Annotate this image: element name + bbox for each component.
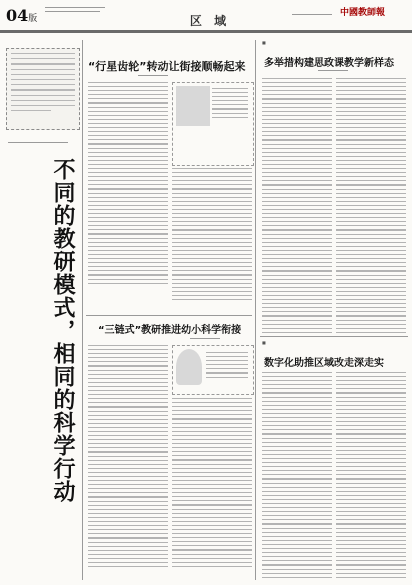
byline — [138, 73, 168, 76]
series-tag — [8, 140, 78, 143]
page-info — [45, 6, 105, 12]
article-text-column-1 — [88, 82, 168, 287]
column-divider — [255, 40, 256, 580]
photo-caption — [206, 352, 248, 381]
article-text-column-1 — [88, 345, 168, 570]
article-text-column-2 — [336, 78, 406, 336]
masthead-logo: 中國教師報 — [340, 8, 386, 18]
page-number: 04版 — [6, 6, 38, 25]
article-text-column-2 — [336, 372, 406, 581]
section-rule — [260, 336, 408, 337]
article-text-column-2 — [172, 168, 252, 303]
section-tag — [262, 340, 266, 346]
section-title: 区 域 — [189, 14, 231, 28]
author-photo — [176, 86, 210, 126]
vertical-headline: 不同的教研模式，相同的科学行动 — [50, 158, 75, 503]
article-headline: 多举措构建思政课教学新样态 — [264, 58, 394, 69]
article-headline: “行星齿轮”转动让街接顺畅起来 — [88, 60, 246, 73]
author-photo — [176, 349, 202, 385]
section-rule — [86, 315, 252, 316]
photo-caption — [212, 88, 248, 121]
section-tag — [262, 40, 266, 46]
editor-note-box — [6, 48, 80, 130]
column-divider — [82, 40, 83, 580]
byline — [318, 68, 348, 71]
article-headline: “三链式”教研推进幼小科学衔接 — [98, 325, 242, 336]
article-headline: 数字化助推区域改走深走实 — [264, 358, 384, 369]
article-text-column-2 — [172, 398, 252, 570]
byline — [190, 336, 220, 339]
date-info — [292, 9, 332, 15]
article-text-column-1 — [262, 78, 332, 336]
article-text-column-1 — [262, 372, 332, 581]
